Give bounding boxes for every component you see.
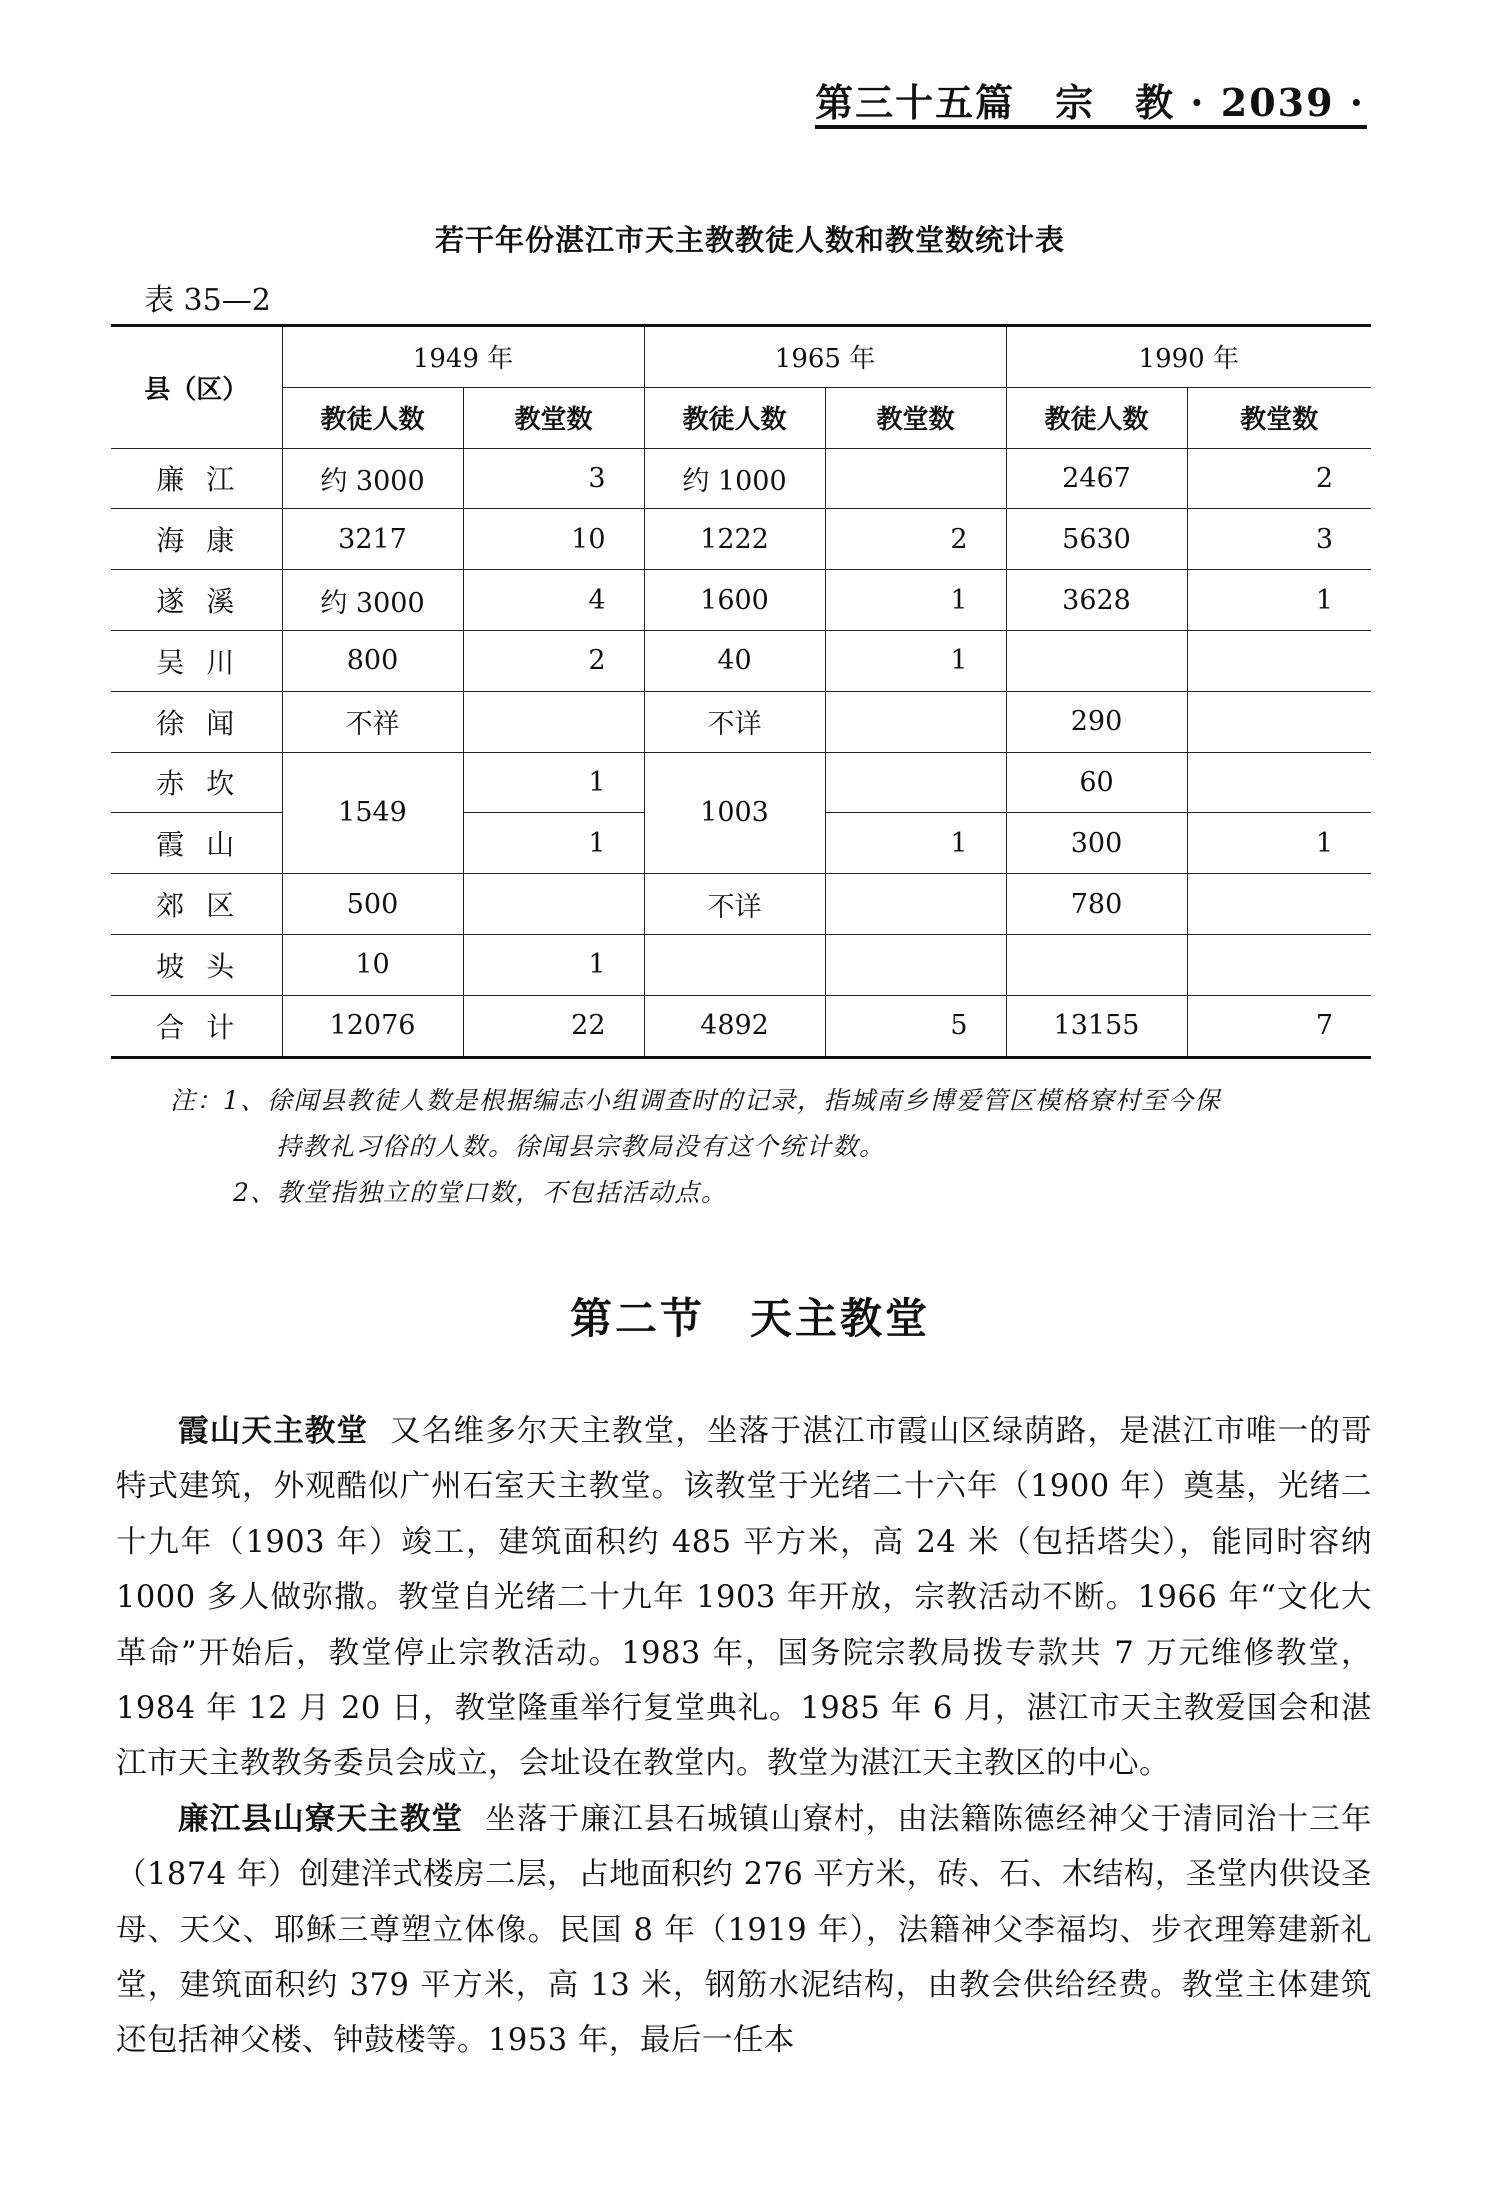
county-name: 廉江 [111, 448, 282, 509]
table-row [111, 630, 1371, 691]
cell-churches-1949: 4 [463, 570, 644, 631]
table-row [111, 448, 1371, 509]
cell-believers-1949: 不祥 [282, 691, 463, 752]
cell-believers-1949: 12076 [282, 995, 463, 1057]
cell-believers-1990: 60 [1006, 752, 1187, 813]
cell-believers-1990: 5630 [1006, 509, 1187, 570]
cell-churches-1949 [463, 874, 644, 935]
note-1-line-1: 注：1、徐闻县教徒人数是根据编志小组调查时的记录，指城南乡博爱管区模格寮村至今保 [170, 1086, 1221, 1115]
cell-churches-1965 [825, 691, 1006, 752]
cell-churches-1949: 10 [463, 509, 644, 570]
cell-believers-1965: 1003 [644, 752, 825, 874]
county-name: 霞山 [111, 813, 282, 874]
believers-header: 教徒人数 [644, 387, 825, 448]
paragraph-text: 又名维多尔天主教堂，坐落于湛江市霞山区绿荫路，是湛江市唯一的哥特式建筑，外观酷似广州石室天主教堂。该教堂于光绪二十六年（1900 年）奠基，光绪二十九年（1903 年）竣工，建筑面积约 485 平方米，高 24 米（包括塔尖），能同时容纳 1000 多人做弥撒。教堂自光绪二十九年 1903 年开放，宗教活动不断。1966 年“文化大革命”开始后，教堂停止宗教活动。1983 年，国务院宗教局拨专款共 7 万元维修教堂，1984 年 12 月 20 日，教堂隆重举行复堂典礼。1985 年 6 月，湛江市天主教爱国会和湛江市天主教教务委员会成立，会址设在教堂内。教堂为湛江天主教区的中心。 [116, 1414, 1373, 1782]
cell-churches-1949: 1 [463, 934, 644, 995]
county-name: 合计 [111, 995, 282, 1057]
cell-churches-1990: 1 [1187, 570, 1371, 631]
cell-believers-1949: 500 [282, 874, 463, 935]
section-title: 第二节 天主教堂 [569, 1294, 930, 1343]
county-name: 坡头 [111, 934, 282, 995]
cell-churches-1990 [1187, 630, 1371, 691]
cell-churches-1990: 7 [1187, 995, 1371, 1057]
cell-churches-1990 [1187, 874, 1371, 935]
body-text [116, 1404, 1372, 2069]
cell-churches-1965: 2 [825, 509, 1006, 570]
table-row [111, 509, 1371, 570]
cell-believers-1990 [1006, 630, 1187, 691]
cell-believers-1965: 1600 [644, 570, 825, 631]
cell-churches-1965 [825, 448, 1006, 509]
table-row [111, 874, 1371, 935]
cell-churches-1965: 1 [825, 630, 1006, 691]
county-column-header: 县（区） [111, 326, 282, 449]
county-name: 遂溪 [111, 570, 282, 631]
table-number: 表 35—2 [144, 283, 271, 318]
note-1-line-2: 持教礼习俗的人数。徐闻县宗教局没有这个统计数。 [276, 1132, 886, 1161]
page-header: 第三十五篇 宗 教 · 2039 · [815, 80, 1365, 125]
note-2: 2、教堂指独立的堂口数，不包括活动点。 [233, 1178, 728, 1207]
cell-churches-1990: 2 [1187, 448, 1371, 509]
cell-churches-1990 [1187, 934, 1371, 995]
header-rule [815, 125, 1367, 129]
cell-churches-1965: 1 [825, 570, 1006, 631]
paragraph-lead: 廉江县山寮天主教堂 [178, 1801, 464, 1837]
cell-churches-1949: 3 [463, 448, 644, 509]
year-header-1949: 1949 年 [282, 326, 644, 388]
cell-churches-1949: 2 [463, 630, 644, 691]
cell-believers-1965: 不详 [644, 874, 825, 935]
cell-believers-1990: 3628 [1006, 570, 1187, 631]
cell-believers-1990: 2467 [1006, 448, 1187, 509]
table-row [111, 752, 1371, 813]
table-total-row [111, 995, 1371, 1057]
table-row [111, 691, 1371, 752]
cell-believers-1965: 40 [644, 630, 825, 691]
cell-churches-1965 [825, 874, 1006, 935]
believers-header: 教徒人数 [1006, 387, 1187, 448]
cell-believers-1965: 不详 [644, 691, 825, 752]
churches-header: 教堂数 [1187, 387, 1371, 448]
statistics-table [111, 324, 1371, 1059]
table-notes [170, 1078, 1380, 1216]
county-name: 海康 [111, 509, 282, 570]
cell-churches-1990: 1 [1187, 813, 1371, 874]
paragraph [116, 1792, 1372, 2069]
paragraph-text: 坐落于廉江县石城镇山寮村，由法籍陈德经神父于清同治十三年（1874 年）创建洋式楼房二层，占地面积约 276 平方米，砖、石、木结构，圣堂内供设圣母、天父、耶稣三尊塑立体像。民国 8 年（1919 年），法籍神父李福均、步衣理筹建新礼堂，建筑面积约 379 平方米，高 13 米，钢筋水泥结构，由教会供给经费。教堂主体建筑还包括神父楼、钟鼓楼等。1953 年，最后一任本 [116, 1801, 1372, 2059]
cell-believers-1949: 1549 [282, 752, 463, 874]
believers-header: 教徒人数 [282, 387, 463, 448]
paragraph-lead: 霞山天主教堂 [178, 1414, 369, 1449]
cell-churches-1949: 1 [463, 813, 644, 874]
cell-churches-1965 [825, 934, 1006, 995]
year-header-1965: 1965 年 [644, 326, 1006, 388]
cell-churches-1990 [1187, 752, 1371, 813]
cell-believers-1949: 约 3000 [282, 570, 463, 631]
county-name: 赤坎 [111, 752, 282, 813]
cell-believers-1990: 290 [1006, 691, 1187, 752]
cell-churches-1949: 1 [463, 752, 644, 813]
cell-believers-1949: 3217 [282, 509, 463, 570]
paragraph [116, 1404, 1372, 1792]
cell-churches-1949 [463, 691, 644, 752]
county-name: 徐闻 [111, 691, 282, 752]
table-row [111, 934, 1371, 995]
cell-believers-1990: 780 [1006, 874, 1187, 935]
churches-header: 教堂数 [825, 387, 1006, 448]
cell-churches-1990: 3 [1187, 509, 1371, 570]
cell-believers-1990: 13155 [1006, 995, 1187, 1057]
churches-header: 教堂数 [463, 387, 644, 448]
cell-believers-1949: 约 3000 [282, 448, 463, 509]
cell-churches-1965 [825, 752, 1006, 813]
cell-churches-1965: 5 [825, 995, 1006, 1057]
cell-believers-1949: 10 [282, 934, 463, 995]
cell-churches-1990 [1187, 691, 1371, 752]
cell-churches-1949: 22 [463, 995, 644, 1057]
cell-believers-1965: 4892 [644, 995, 825, 1057]
cell-believers-1949: 800 [282, 630, 463, 691]
county-name: 吴川 [111, 630, 282, 691]
table-row [111, 570, 1371, 631]
cell-churches-1965: 1 [825, 813, 1006, 874]
cell-believers-1965: 约 1000 [644, 448, 825, 509]
county-name: 郊区 [111, 874, 282, 935]
year-header-1990: 1990 年 [1006, 326, 1371, 388]
cell-believers-1965 [644, 934, 825, 995]
cell-believers-1990 [1006, 934, 1187, 995]
cell-believers-1990: 300 [1006, 813, 1187, 874]
table-title: 若干年份湛江市天主教教徒人数和教堂数统计表 [434, 223, 1065, 257]
cell-believers-1965: 1222 [644, 509, 825, 570]
